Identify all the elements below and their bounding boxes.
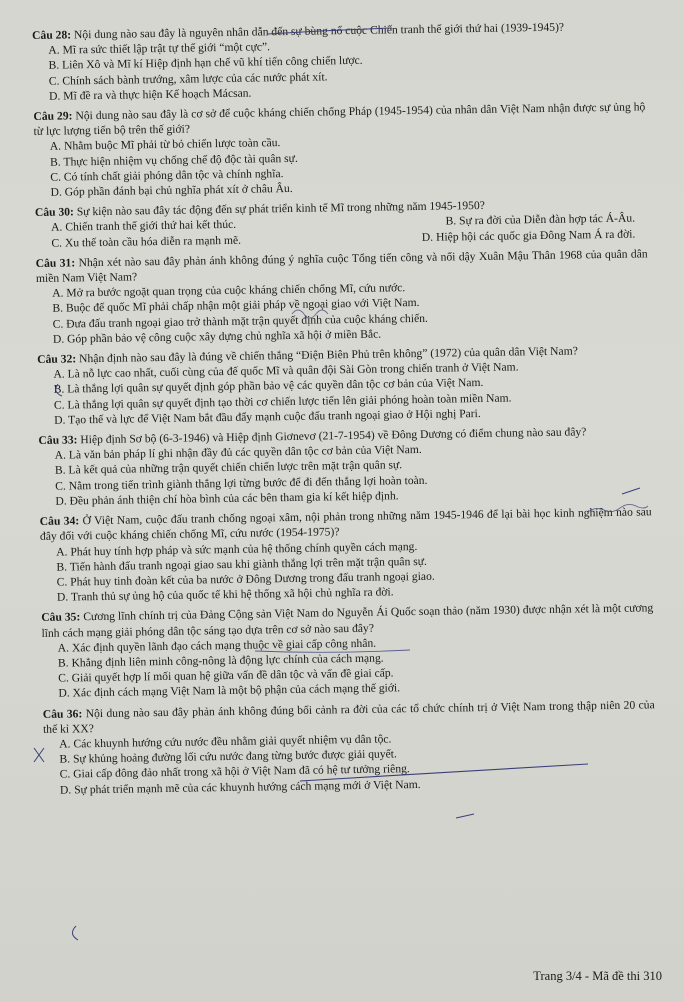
- question-stem: Hiệp định Sơ bộ (6-3-1946) và Hiệp định Giơnevơ (21-7-1954) về Đông Dương có điểm chung nào sau đây?: [80, 425, 587, 447]
- option-a: A. Mở ra bước ngoặt quan trọng của cuộc kháng chiến chống Mĩ, cứu nước.: [52, 281, 406, 300]
- question-stem: Ở Việt Nam, cuộc đấu tranh chống ngoại xâm, nội phản trong những năm 1945-1946 để lại bài học kinh nghiệm nào sau đây đối với cuộc kháng chiến chống Mĩ, cứu nước (1954-1975)?: [39, 505, 652, 544]
- option-c: C. Phát huy tinh đoàn kết của ba nước ở Đông Dương trong đấu tranh ngoại giao.: [56, 569, 435, 589]
- option-c: C. Đưa đấu tranh ngoại giao trở thành mặt trận quyết định của cuộc kháng chiến.: [52, 311, 428, 331]
- option-c: C. Là thắng lợi quân sự quyết định tạo thời cơ chiến lược tiến lên giải phóng hoàn toàn miền Nam.: [53, 391, 512, 412]
- option-a: A. Các khuynh hướng cứu nước đều nhằm giải quyết nhiệm vụ dân tộc.: [59, 732, 392, 751]
- question-label: Câu 30:: [34, 205, 74, 220]
- option-b: B. Buộc đế quốc Mĩ phải chấp nhận một giải pháp về ngoại giao với Việt Nam.: [52, 296, 420, 316]
- option-c: C. Giải quyết hợp lí mối quan hệ giữa vấn đề dân tộc và vấn đề giai cấp.: [58, 666, 394, 685]
- option-c: C. Nằm trong tiến trình giành thắng lợi từng bước để đi đến thắng lợi hoàn toàn.: [55, 473, 428, 493]
- option-d: D. Đều phản ánh thiện chí hòa bình của các bên tham gia kí kết hiệp định.: [55, 489, 399, 508]
- option-b: B. Thực hiện nhiệm vụ chống chế độ độc tài quân sự.: [50, 151, 298, 169]
- option-c: C. Chính sách bành trướng, xâm lược của các nước phát xít.: [48, 69, 328, 88]
- question-label: Câu 28:: [32, 28, 72, 42]
- option-a: A. Là nỗ lực cao nhất, cuối cùng của đế quốc Mĩ và quân đội Sài Gòn trong chiến tranh ở Việt Nam.: [53, 360, 519, 381]
- answer-options: [37, 358, 650, 428]
- answer-options: [42, 631, 655, 701]
- answer-options: [39, 439, 652, 509]
- option-d: D. Góp phần bảo vệ công cuộc xây dựng chủ nghĩa xã hội ở miền Bắc.: [52, 327, 382, 346]
- question-36: [43, 697, 656, 798]
- question-label: Câu 31:: [35, 256, 76, 270]
- question-stem: Nội dung nào sau đây là nguyên nhân dẫn đến sự bùng nổ cuộc Chiến tranh thế giới thứ hai (1939-1945)?: [73, 20, 565, 42]
- option-a: A. Xác định quyền lãnh đạo cách mạng thuộc về giai cấp công nhân.: [57, 636, 377, 655]
- option-b: B. Khẳng định liên minh công-nông là động lực chính của cách mạng.: [57, 651, 384, 670]
- question-label: Câu 29:: [33, 109, 73, 124]
- option-d: D. Xác định cách mạng Việt Nam là một bộ phận của cách mạng thế giới.: [58, 681, 401, 700]
- question-stem: Sự kiện nào sau đây tác động đến sự phát triển kinh tế Mĩ trong những năm 1945-1950?: [76, 199, 485, 219]
- question-stem: Nhận định nào sau đây là đúng về chiến thắng “Điện Biên Phủ trên không” (1972) của quân dân Việt Nam?: [78, 344, 578, 366]
- option-d: D. Tranh thủ sự ủng hộ của quốc tế khi hệ thống xã hội chủ nghĩa ra đời.: [56, 585, 394, 604]
- question-label: Câu 33:: [38, 433, 78, 448]
- question-32: [37, 342, 650, 428]
- question-label: Câu 32:: [37, 352, 77, 367]
- option-d: D. Hiệp hội các quốc gia Đông Nam Á ra đời.: [421, 227, 636, 244]
- option-a: A. Mĩ ra sức thiết lập trật tự thế giới “một cực”.: [48, 40, 271, 57]
- question-stem: Nội dung nào sau đây là cơ sở để cuộc kháng chiến chống Pháp (1945-1954) của nhân dân Việt Nam nhận được sự ủng hộ từ lực lượng tiến bộ trên thế giới?: [33, 100, 646, 139]
- question-label: Câu 36:: [42, 706, 83, 721]
- option-a: A. Là văn bản pháp lí ghi nhận đầy đủ các quyền dân tộc cơ bản của Việt Nam.: [54, 443, 422, 462]
- option-c: C. Giai cấp đông đảo nhất trong xã hội ở Việt Nam đã có hệ tư tưởng riêng.: [59, 762, 410, 781]
- pen-circle-q36-c: [72, 926, 78, 940]
- answer-options: [32, 34, 645, 104]
- option-a: A. Phát huy tính hợp pháp và sức mạnh của hệ thống chính quyền cách mạng.: [56, 539, 418, 559]
- question-35: [41, 601, 654, 702]
- question-29: [33, 99, 646, 200]
- question-label: Câu 35:: [41, 610, 81, 625]
- answer-options: [34, 130, 647, 200]
- question-34: [40, 504, 653, 605]
- question-label: Câu 34:: [39, 514, 80, 529]
- exam-sheet: [32, 18, 656, 802]
- option-b: B. Là kết quả của những trận quyết chiến chiến lược trên mặt trận quân sự.: [54, 458, 403, 478]
- option-b: B. Liên Xô và Mĩ kí Hiệp định hạn chế vũ khí tiến công chiến lược.: [48, 54, 363, 73]
- answer-options: [36, 277, 649, 347]
- option-b: B. Sự khủng hoảng đường lối cứu nước đang từng bước được giải quyết.: [59, 747, 397, 766]
- option-d: D. Góp phần đánh bại chủ nghĩa phát xít ở châu Âu.: [50, 181, 293, 199]
- question-31: [36, 246, 649, 347]
- question-28: [32, 18, 645, 104]
- question-stem: Nội dung nào sau đây phản ánh không đúng bối cảnh ra đời của các tổ chức chính trị ở Việt Nam trong thập niên 20 của thế kỉ XX?: [42, 697, 655, 736]
- question-30: [35, 196, 648, 251]
- option-a: A. Chiến tranh thế giới thứ hai kết thúc.: [51, 218, 237, 235]
- option-c: C. Xu thế toàn cầu hóa diễn ra mạnh mẽ.: [51, 233, 242, 250]
- question-stem: Cương lĩnh chính trị của Đảng Cộng sản Việt Nam do Nguyễn Ái Quốc soạn thảo (năm 1930) được nhận xét là một cương lĩnh cách mạng giải phóng dân tộc sáng tạo dựa trên cơ sở nào sau đây?: [41, 601, 654, 640]
- option-b: B. Sự ra đời của Diễn đàn hợp tác Á-Âu.: [445, 211, 636, 228]
- answer-options: [43, 727, 656, 797]
- option-d: D. Sự phát triển mạnh mẽ của các khuynh hướng cách mạng mới ở Việt Nam.: [59, 777, 421, 797]
- answer-options: [40, 535, 653, 605]
- option-d: D. Mĩ đề ra và thực hiện Kế hoạch Mácsan.: [48, 86, 252, 103]
- question-33: [38, 423, 651, 509]
- option-d: D. Tạo thế và lực để Việt Nam bắt đầu đẩy mạnh cuộc đấu tranh ngoại giao ở Hội nghị Pari.: [54, 406, 481, 427]
- option-c: C. Có tính chất giải phóng dân tộc và chính nghĩa.: [50, 166, 284, 184]
- pen-dash-q35-c: [456, 814, 474, 818]
- option-b: B. Tiến hành đấu tranh ngoại giao sau khi giành thắng lợi trên mặt trận quân sự.: [56, 554, 428, 574]
- page-footer: Trang 3/4 - Mã đề thi 310: [533, 969, 662, 983]
- question-stem: Nhận xét nào sau đây phản ánh không đúng ý nghĩa cuộc Tổng tiến công và nổi dậy Xuân Mậu Thân 1968 của quân dân miền Nam Việt Nam?: [35, 247, 648, 286]
- option-a: A. Nhằm buộc Mĩ phải từ bỏ chiến lược toàn cầu.: [49, 136, 281, 154]
- option-b: B. Là thắng lợi quân sự quyết định góp phần bảo vệ các quyền dân tộc cơ bản của Việt Nam.: [53, 376, 484, 397]
